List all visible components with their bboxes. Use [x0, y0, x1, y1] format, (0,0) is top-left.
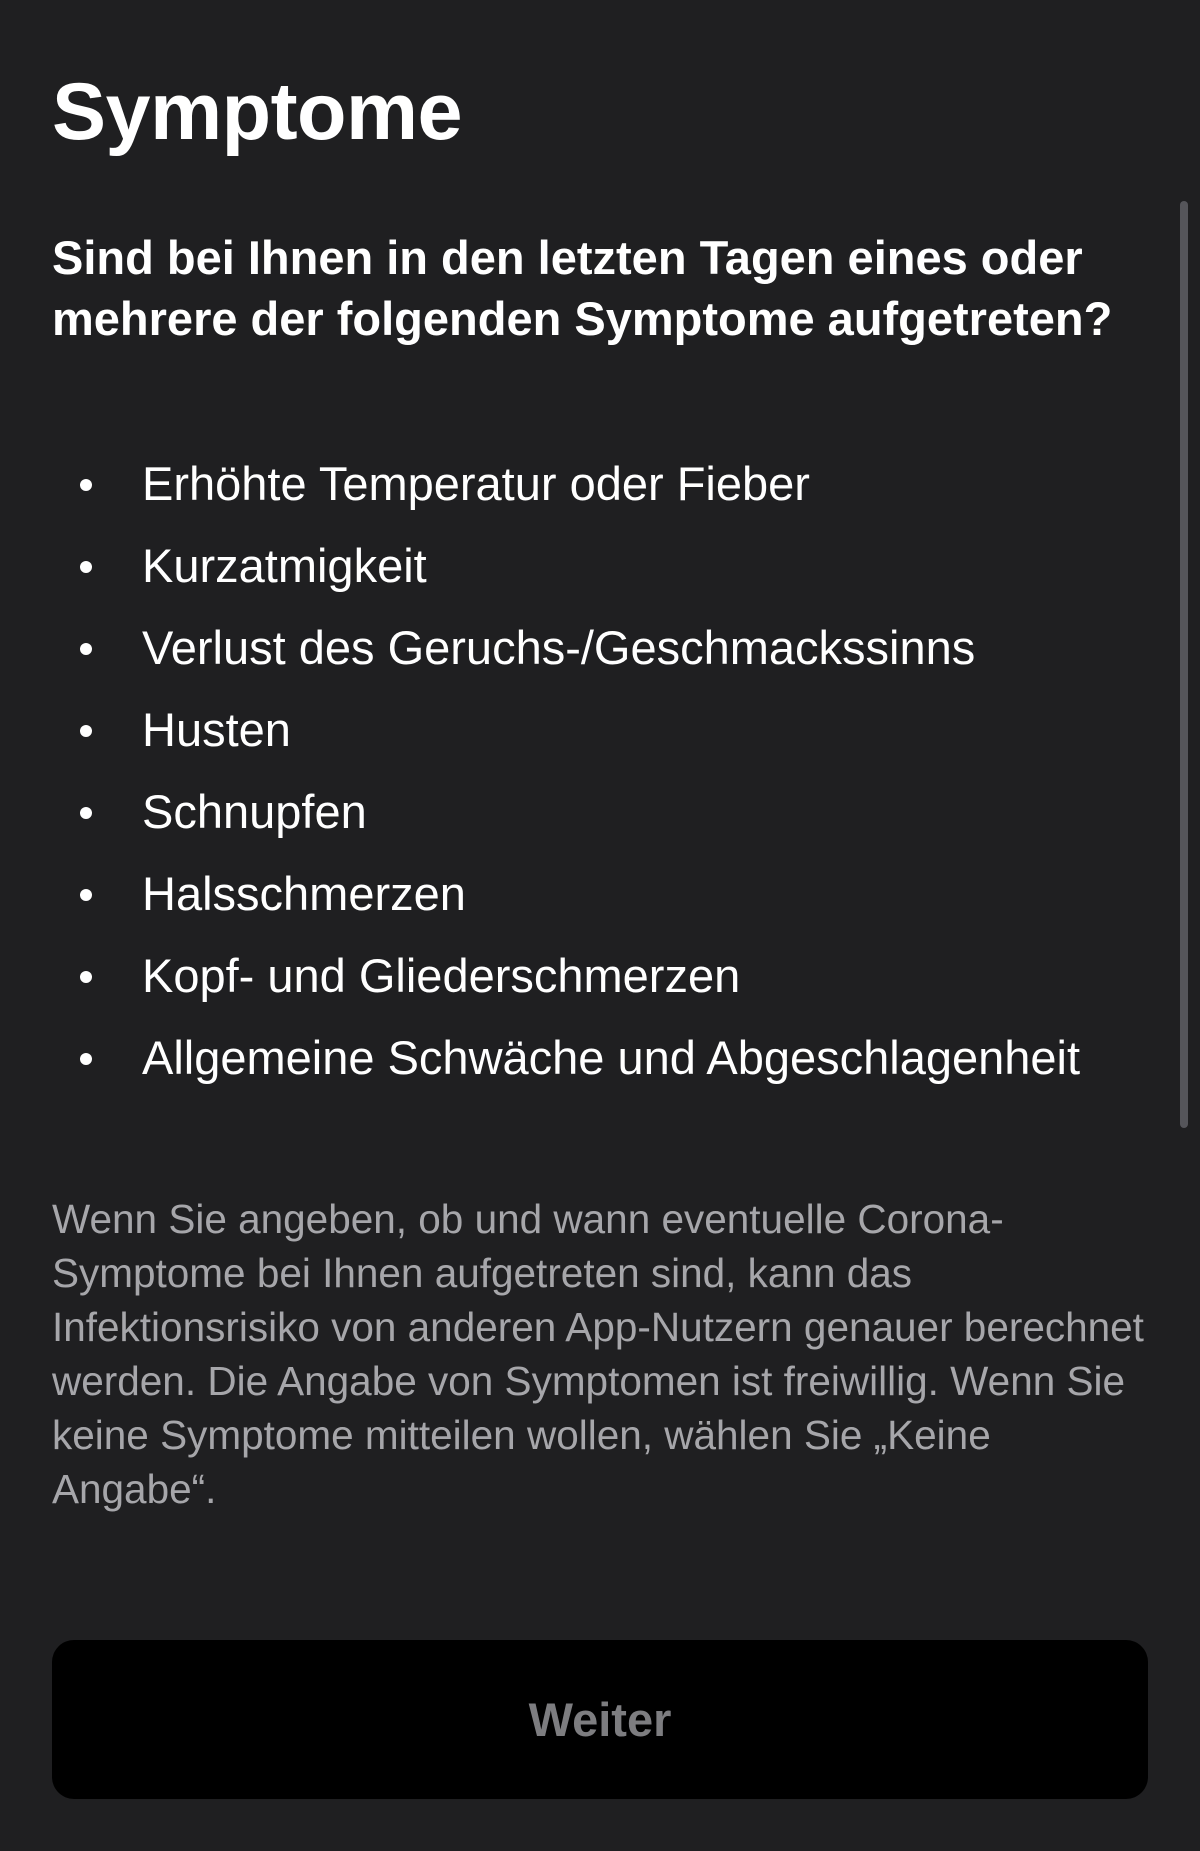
symptom-label: Erhöhte Temperatur oder Fieber — [142, 457, 810, 510]
symptom-label: Verlust des Geruchs-/Geschmackssinns — [142, 621, 976, 674]
symptom-item — [52, 699, 1132, 760]
symptom-item — [52, 535, 1132, 596]
bullet-icon — [80, 643, 92, 655]
symptom-item — [52, 617, 1132, 678]
symptom-label: Kurzatmigkeit — [142, 539, 427, 592]
continue-button[interactable]: Weiter — [52, 1640, 1148, 1799]
scrollbar[interactable] — [1180, 201, 1188, 1128]
symptom-item — [52, 781, 1132, 842]
symptom-item — [52, 863, 1132, 924]
symptoms-question: Sind bei Ihnen in den letzten Tagen eines oder mehrere der folgenden Symptome aufgetreten? — [52, 231, 1113, 345]
bullet-icon — [80, 807, 92, 819]
bullet-icon — [80, 561, 92, 573]
bullet-icon — [80, 479, 92, 491]
symptom-item — [52, 945, 1132, 1006]
bullet-icon — [80, 725, 92, 737]
symptom-label: Husten — [142, 703, 291, 756]
symptom-list — [52, 453, 1132, 1109]
bullet-icon — [80, 889, 92, 901]
symptom-label: Schnupfen — [142, 785, 367, 838]
symptom-item — [52, 453, 1132, 514]
symptom-label: Halsschmerzen — [142, 867, 466, 920]
symptom-label: Allgemeine Schwäche und Abgeschlagenheit — [142, 1031, 1081, 1084]
bullet-icon — [80, 1053, 92, 1065]
page-title: Symptome — [52, 67, 463, 157]
explanation-text: Wenn Sie angeben, ob und wann eventuelle Corona-Symptome bei Ihnen aufgetreten sind, kann das Infektionsrisiko von anderen App-Nutzern genauer berechnet werden. Die Angabe von Symptomen ist freiwillig. Wenn Sie keine Symptome mitteilen wollen, wählen Sie „Keine Angabe“. — [52, 1196, 1144, 1512]
symptom-label: Kopf- und Gliederschmerzen — [142, 949, 741, 1002]
bullet-icon — [80, 971, 92, 983]
symptom-item — [52, 1027, 1132, 1088]
